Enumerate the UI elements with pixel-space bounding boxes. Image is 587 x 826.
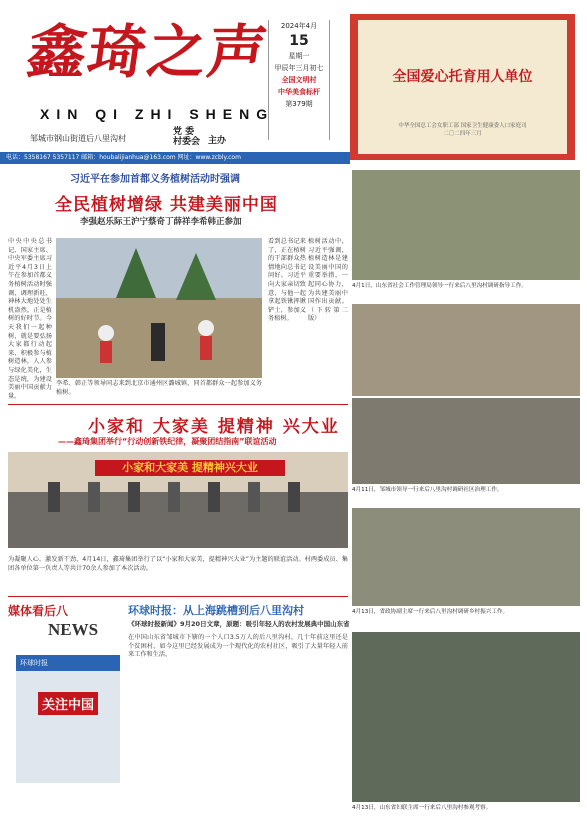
right-photo-3 (352, 398, 580, 484)
honor-2: 中华美食标杆 (278, 88, 320, 96)
caption-4: 4月13日，山东省妇联主席一行来后八里沟村参观考察。 (352, 805, 492, 811)
certificate-issuer-block (360, 122, 565, 138)
lead-kicker: 习近平在参加首都义务植树活动时强调 (70, 174, 240, 185)
media-news-label: NEWS (48, 620, 99, 639)
date-year-month: 2024年4月 (280, 22, 318, 30)
right-photo-5 (352, 632, 580, 802)
issue-number: 第379期 (285, 100, 313, 108)
media-brand: 媒体看后八 (8, 604, 69, 618)
date-box (268, 20, 330, 140)
masthead-pinyin: XIN QI ZHI SHENG (40, 106, 275, 122)
media-body: 在中国山东省邹城市下辖的一个人口3.5万人的后八里沟村，几十年前这里还是个贫困村，如今这里已经发展成为一个现代化的农村社区，吸引了大量年轻人前来工作和生活。 (128, 634, 348, 659)
lead-column-mid: 李希、韩正等领导同志来到北京市通州区潞城镇，同首都群众一起参加义务植树。 (56, 380, 262, 396)
lead-column-right: 看到总书记来了，正在植树的干部群众热情地向总书记问好。习近平向大家亲切致意，与他一起拿起铁锹挥锹铲土，参加义务植树。 (268, 238, 306, 323)
caption-2: 4月11日，邹城市领导一行来后八里沟村调研社区治理工作。 (352, 487, 503, 493)
tree-planting-photo (56, 238, 262, 378)
section-divider-2 (8, 596, 348, 597)
caption-3: 4月13日，省政协副主席一行来后八里沟村调研乡村振兴工作。 (352, 609, 509, 615)
org-line1: 党 委 (173, 127, 195, 137)
certificate-title: 全国爱心托育用人单位 (392, 69, 533, 85)
honor-1: 全国文明村 (281, 76, 317, 84)
wechat-header: 环球时报 (16, 655, 120, 671)
certificate-date: 二〇二四年三月 (443, 131, 482, 137)
lead-photo (56, 238, 262, 378)
org-block (173, 127, 200, 147)
masthead-logo: 鑫琦之声 (23, 18, 273, 86)
contact-bar: 电话：5358167 5357117 邮箱：houbalijianhua@163.com 网址：www.zcbly.com (0, 152, 350, 164)
weekday: 星期一 (288, 52, 310, 60)
right-photo-1 (352, 170, 580, 280)
lead-column-left: 中央中央总书记、国家主席、中央军委主席习近平4月3日上午在参加首都义务植树活动时强调，调理新旺，神林大地处处生机盎然。正是植树的好时节。今天我们一起种树，就是要弘扬大家都行动起来，积极参与植树造林，人人参与绿化美化，生态是统，为建设美丽中国贡献力量。 (8, 238, 52, 400)
section2-title: 小家和 大家美 提精神 兴大业 (88, 417, 340, 437)
sponsor-text: 邹城市钢山街道后八里沟村 (30, 134, 126, 143)
certificate-issuer: 中华全国总工会女职工部 国家卫生健康委人口家庭司 (398, 123, 527, 129)
caption-1: 4月1日，山东省社会工作管理局领导一行来后八里沟村调研指导工作。 (352, 283, 527, 289)
org-line2: 村委会 (173, 137, 201, 147)
wechat-screenshot (16, 655, 120, 783)
date-day: 15 (289, 33, 309, 49)
section2-subtitle: ——鑫琦集团举行“行动创新铁纪律，凝聚团结指南”联谊活动 (58, 437, 277, 446)
media-source: 《环球时报新闻》9月20日文章，原题：吸引年轻人的农村发展典中国山东省 (128, 620, 350, 628)
right-photo-2 (352, 304, 580, 396)
media-title: 环球时报：从上海跳槽到后八里沟村 (128, 604, 304, 617)
lead-headline: 全民植树增绿 共建美丽中国 (55, 195, 278, 215)
wechat-feature: 关注中国 (38, 692, 98, 715)
host-text: 主办 (208, 136, 227, 146)
section-divider-1 (8, 404, 348, 405)
lead-subhead: 李强赵乐际王沪宁蔡奇丁薛祥李希韩正参加 (80, 217, 242, 227)
right-photo-4 (352, 508, 580, 606)
lunar-date: 甲辰年三月初七 (274, 64, 324, 72)
event-banner: 小家和大家美 提精神兴大业 (95, 460, 285, 476)
section2-body: 为凝聚人心，激发新干劲，4月14日，鑫琦集团举行了以“小家和大家美，提精神兴大业”为主题的联谊活动。村两委成员、集团各单位第一负责人等共计70余人参加了本次活动。 (8, 556, 348, 572)
lead-column-far: 植树活动中，习近平强调，植树造林是建设美丽中国的重要举措，一起同心协力，为共建美丽中国作出贡献。（下转第二版） (308, 238, 348, 323)
